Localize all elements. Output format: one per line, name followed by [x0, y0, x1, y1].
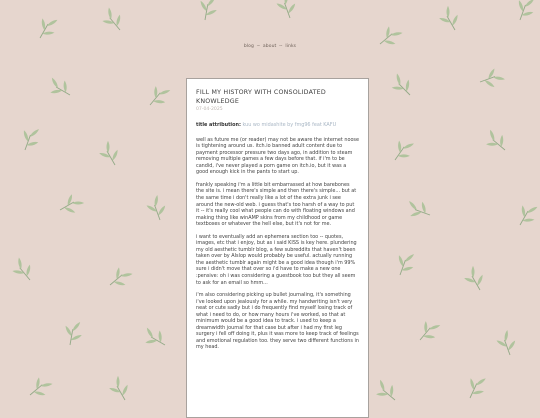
nav-link-about[interactable]: about [262, 44, 277, 49]
post-date: 07-04-2025 [196, 107, 223, 113]
post-card [186, 78, 369, 418]
post-paragraph: i'm also considering picking up bullet journaling, it's something i've looked upon jealously for a while. my handwriting isn't very neat or cute sadly but i do frequently find myself losing track of what i need to do, or how many hours i've worked, so that at minimum would be a good idea to track. i used to keep a dreamwidth journal for that case but after i had my first leg surgery i fell off doing it, plus it was more to keep track of feelings and emotional regulation too. they serve two different functions in my head. [196, 292, 359, 351]
post-body [196, 137, 359, 351]
nav-link-blog[interactable]: blog [243, 44, 254, 49]
attribution-value: kuu wo midashite by fmg96 feat KAFU [242, 122, 337, 129]
nav-link-links[interactable]: links [285, 44, 297, 49]
post-title: FILL MY HISTORY WITH CONSOLIDATED KNOWLEDGE [196, 89, 326, 105]
post-paragraph: i want to eventually add an ephemera section too -- quotes, images, etc that i enjoy, but as i said KISS is key here. plundering my old aesthetic tumblr blog, a few subreddits that haven't been taken over by AIslop would probably be useful. actually running the aesthetic tumblr again might be a good idea though i'm 99% sure i didn't move that over so i'd have to make a new one :pensive: oh i was considering a guestbook too but they all seem to ask for an email so hmm... [196, 233, 357, 286]
nav-separator: ~ [278, 44, 283, 49]
post-paragraph: frankly speaking i'm a little bit embarrassed at how barebones the site is. i mean there's simple and then there's simple... but at the same time i don't really like a lot of the extra junk i see around the new-old web. i guess that's too harsh of a way to put it -- it's really cool what people can do with floating windows and making thing like winAMP skins from my childhood or game textboxes or whatever the hell else, but it's not for me. [196, 181, 357, 228]
top-nav [0, 44, 540, 49]
nav-separator: ~ [256, 44, 261, 49]
attribution-label: title attribution: [196, 122, 241, 129]
title-attribution [196, 122, 359, 128]
post-paragraph: well as future me (or reader) may not be aware the internet noose is tightening around us. itch.io banned adult content due to payment processor pressure two days ago, in addition to steam removing multiple games a few days before that. if i'm to be candid, i've never played a porn game on itch.io, but it was a good enough kick in the pants to start up. [196, 136, 359, 176]
